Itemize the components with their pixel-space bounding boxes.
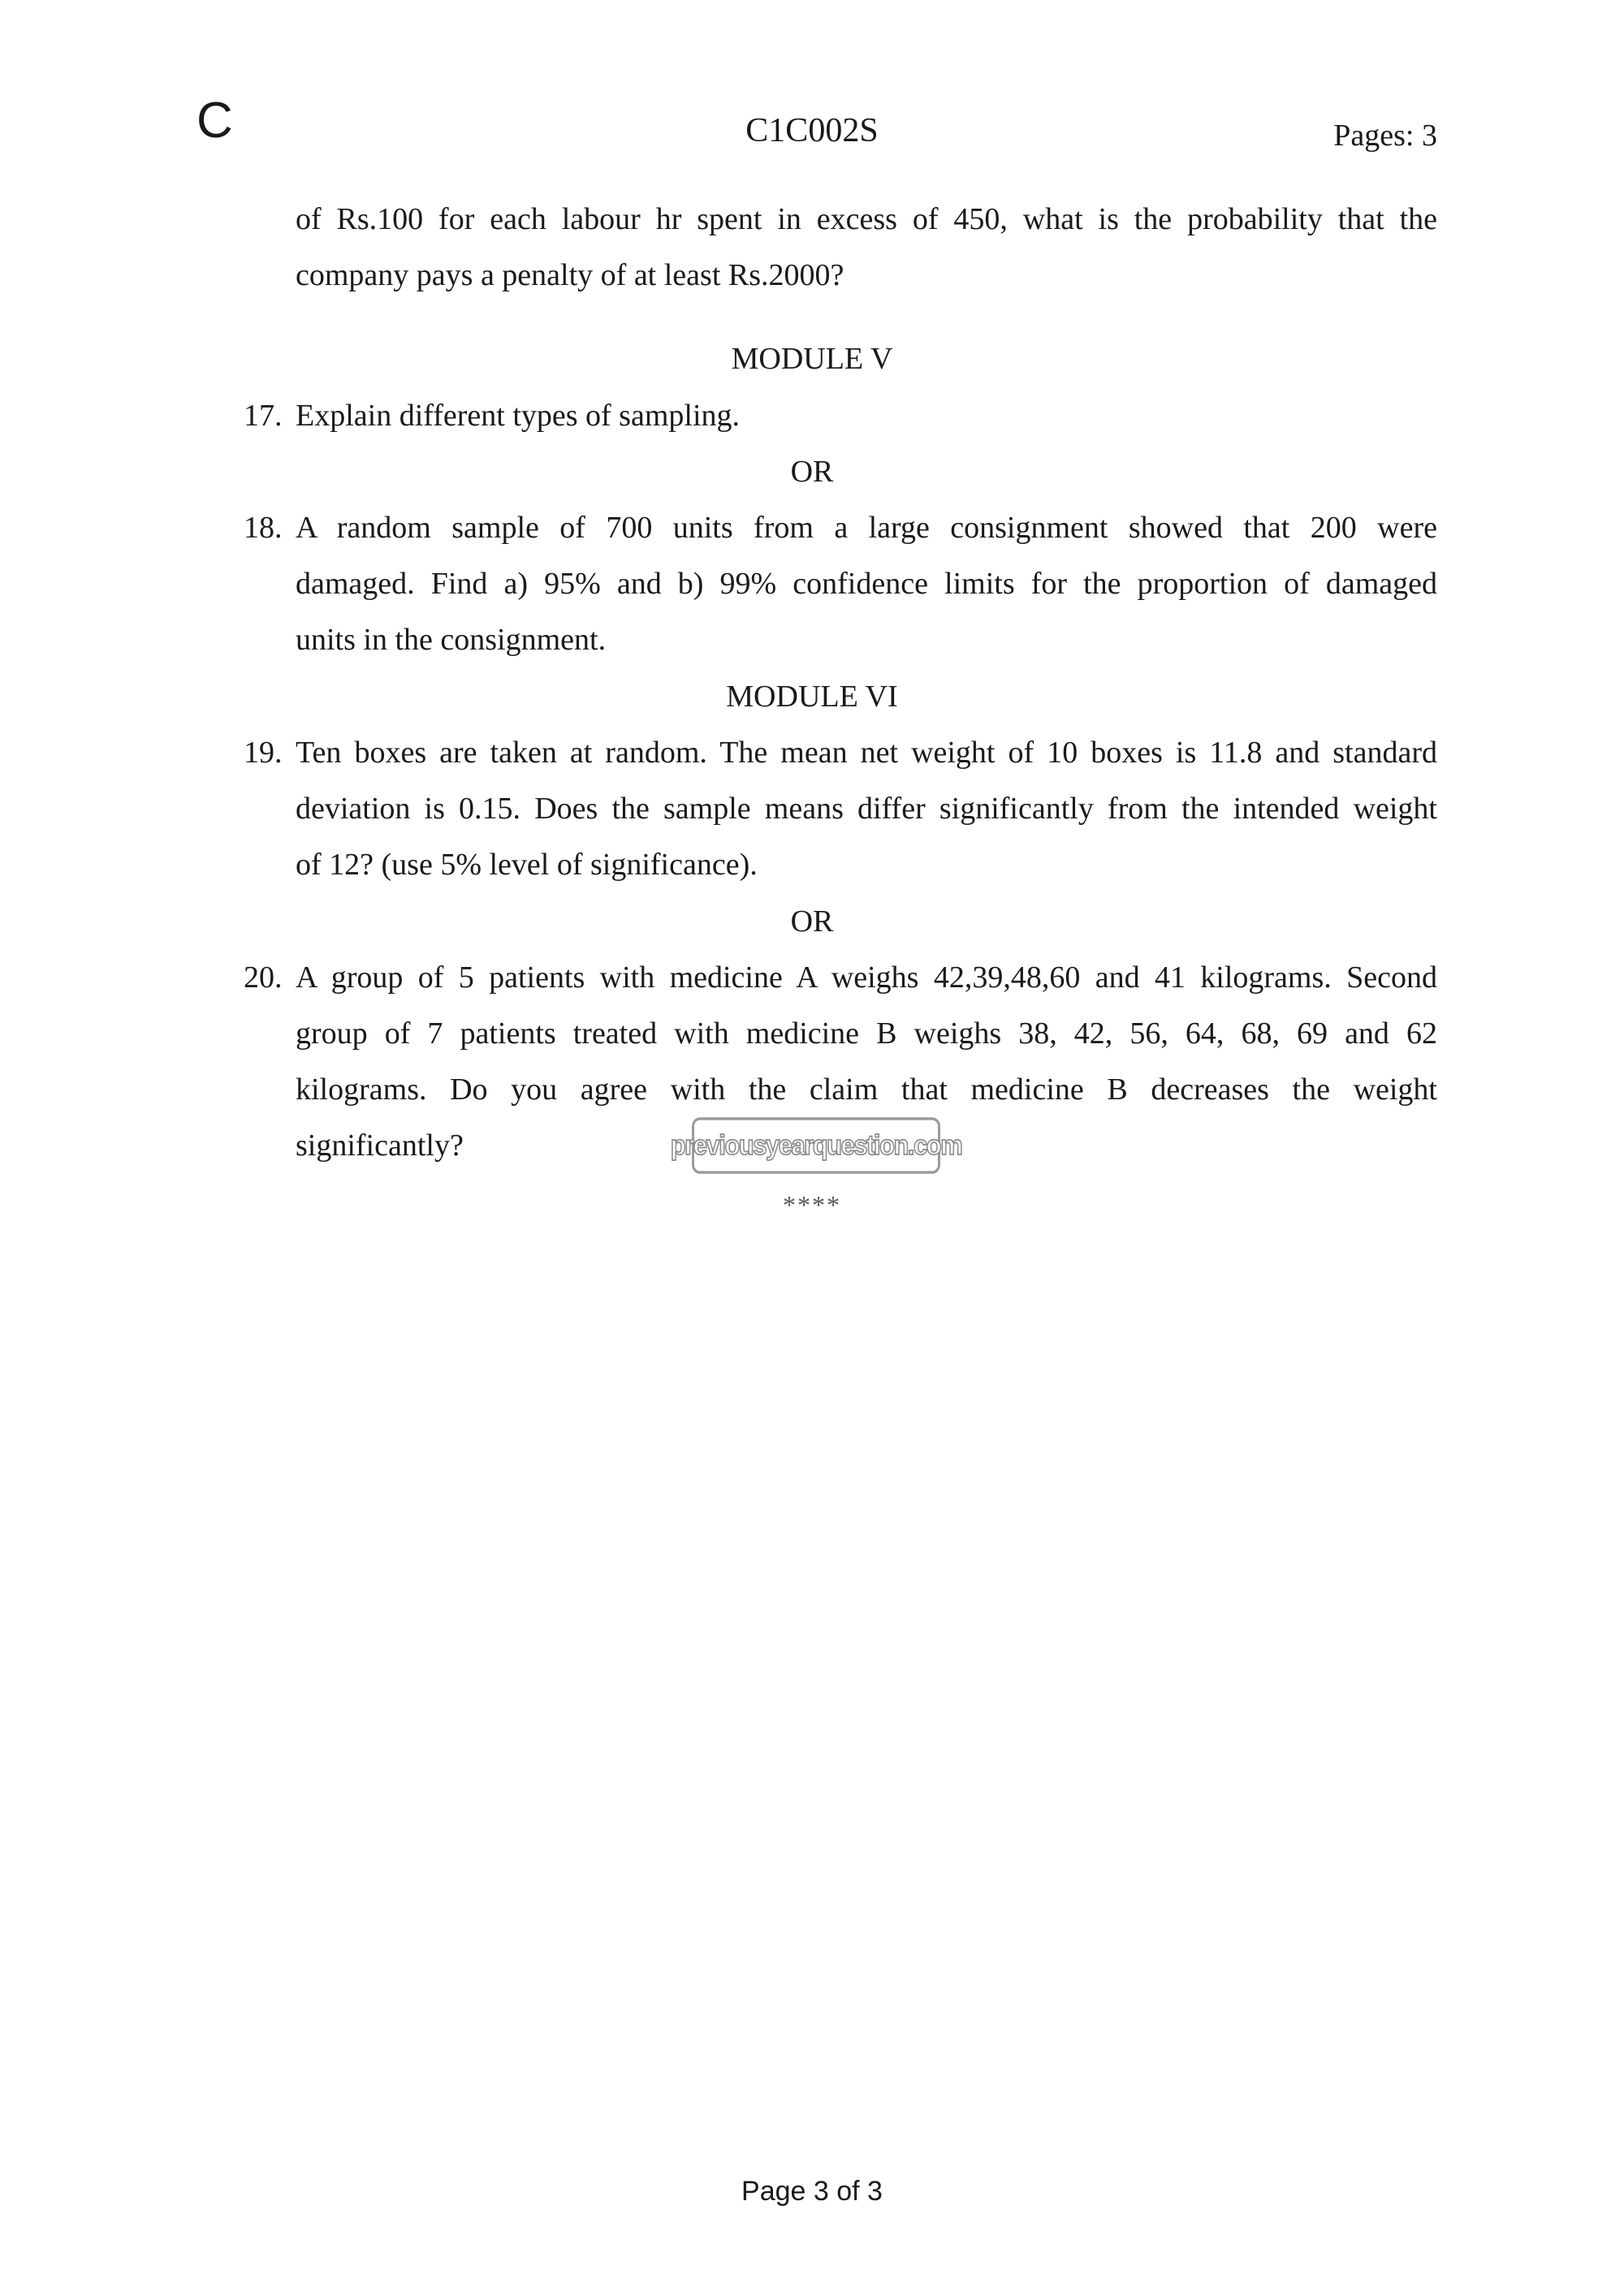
question-17 (296, 388, 1437, 444)
text-line: A random sample of 700 units from a large consignment showed that 200 were (296, 511, 1437, 545)
text-line: kilograms. Do you agree with the claim that medicine B decreases the weight (296, 1072, 1437, 1107)
module-v-heading: MODULE V (731, 342, 893, 376)
question-19 (296, 725, 1437, 893)
text-line: company pays a penalty of at least Rs.2000? (296, 258, 844, 292)
question-18-number: 18. (244, 511, 283, 545)
text-line: units in the consignment. (296, 623, 607, 657)
text-line: Ten boxes are taken at random. The mean net weight of 10 boxes is 11.8 and standard (296, 736, 1437, 770)
module-vi-heading: MODULE VI (726, 680, 898, 714)
question-17-number: 17. (244, 399, 283, 433)
text-line: Explain different types of sampling. (296, 399, 741, 433)
series-letter: C (197, 93, 233, 149)
text-line: of 12? (use 5% level of significance). (296, 848, 758, 882)
page-count: Pages: 3 (1333, 119, 1437, 153)
paper-code: C1C002S (745, 112, 879, 149)
text-line: significantly? (296, 1129, 464, 1163)
question-19-number: 19. (244, 736, 283, 770)
end-marker: **** (783, 1190, 841, 1219)
text-line: deviation is 0.15. Does the sample means differ significantly from the intended weight (296, 792, 1437, 826)
or-separator: OR (790, 904, 834, 939)
or-separator: OR (790, 455, 834, 489)
text-line: damaged. Find a) 95% and b) 99% confidence limits for the proportion of damaged (296, 567, 1437, 601)
watermark-logo: previousyearquestion.com (692, 1117, 940, 1173)
question-18 (296, 500, 1437, 668)
page-footer: Page 3 of 3 (741, 2176, 883, 2207)
text-line: group of 7 patients treated with medicine B weighs 38, 42, 56, 64, 68, 69 and 62 (296, 1016, 1437, 1051)
text-line: A group of 5 patients with medicine A weighs 42,39,48,60 and 41 kilograms. Second (296, 960, 1437, 995)
question-20-number: 20. (244, 960, 283, 995)
text-line: of Rs.100 for each labour hr spent in excess of 450, what is the probability that the (296, 202, 1437, 236)
question-16-continuation (296, 192, 1437, 304)
